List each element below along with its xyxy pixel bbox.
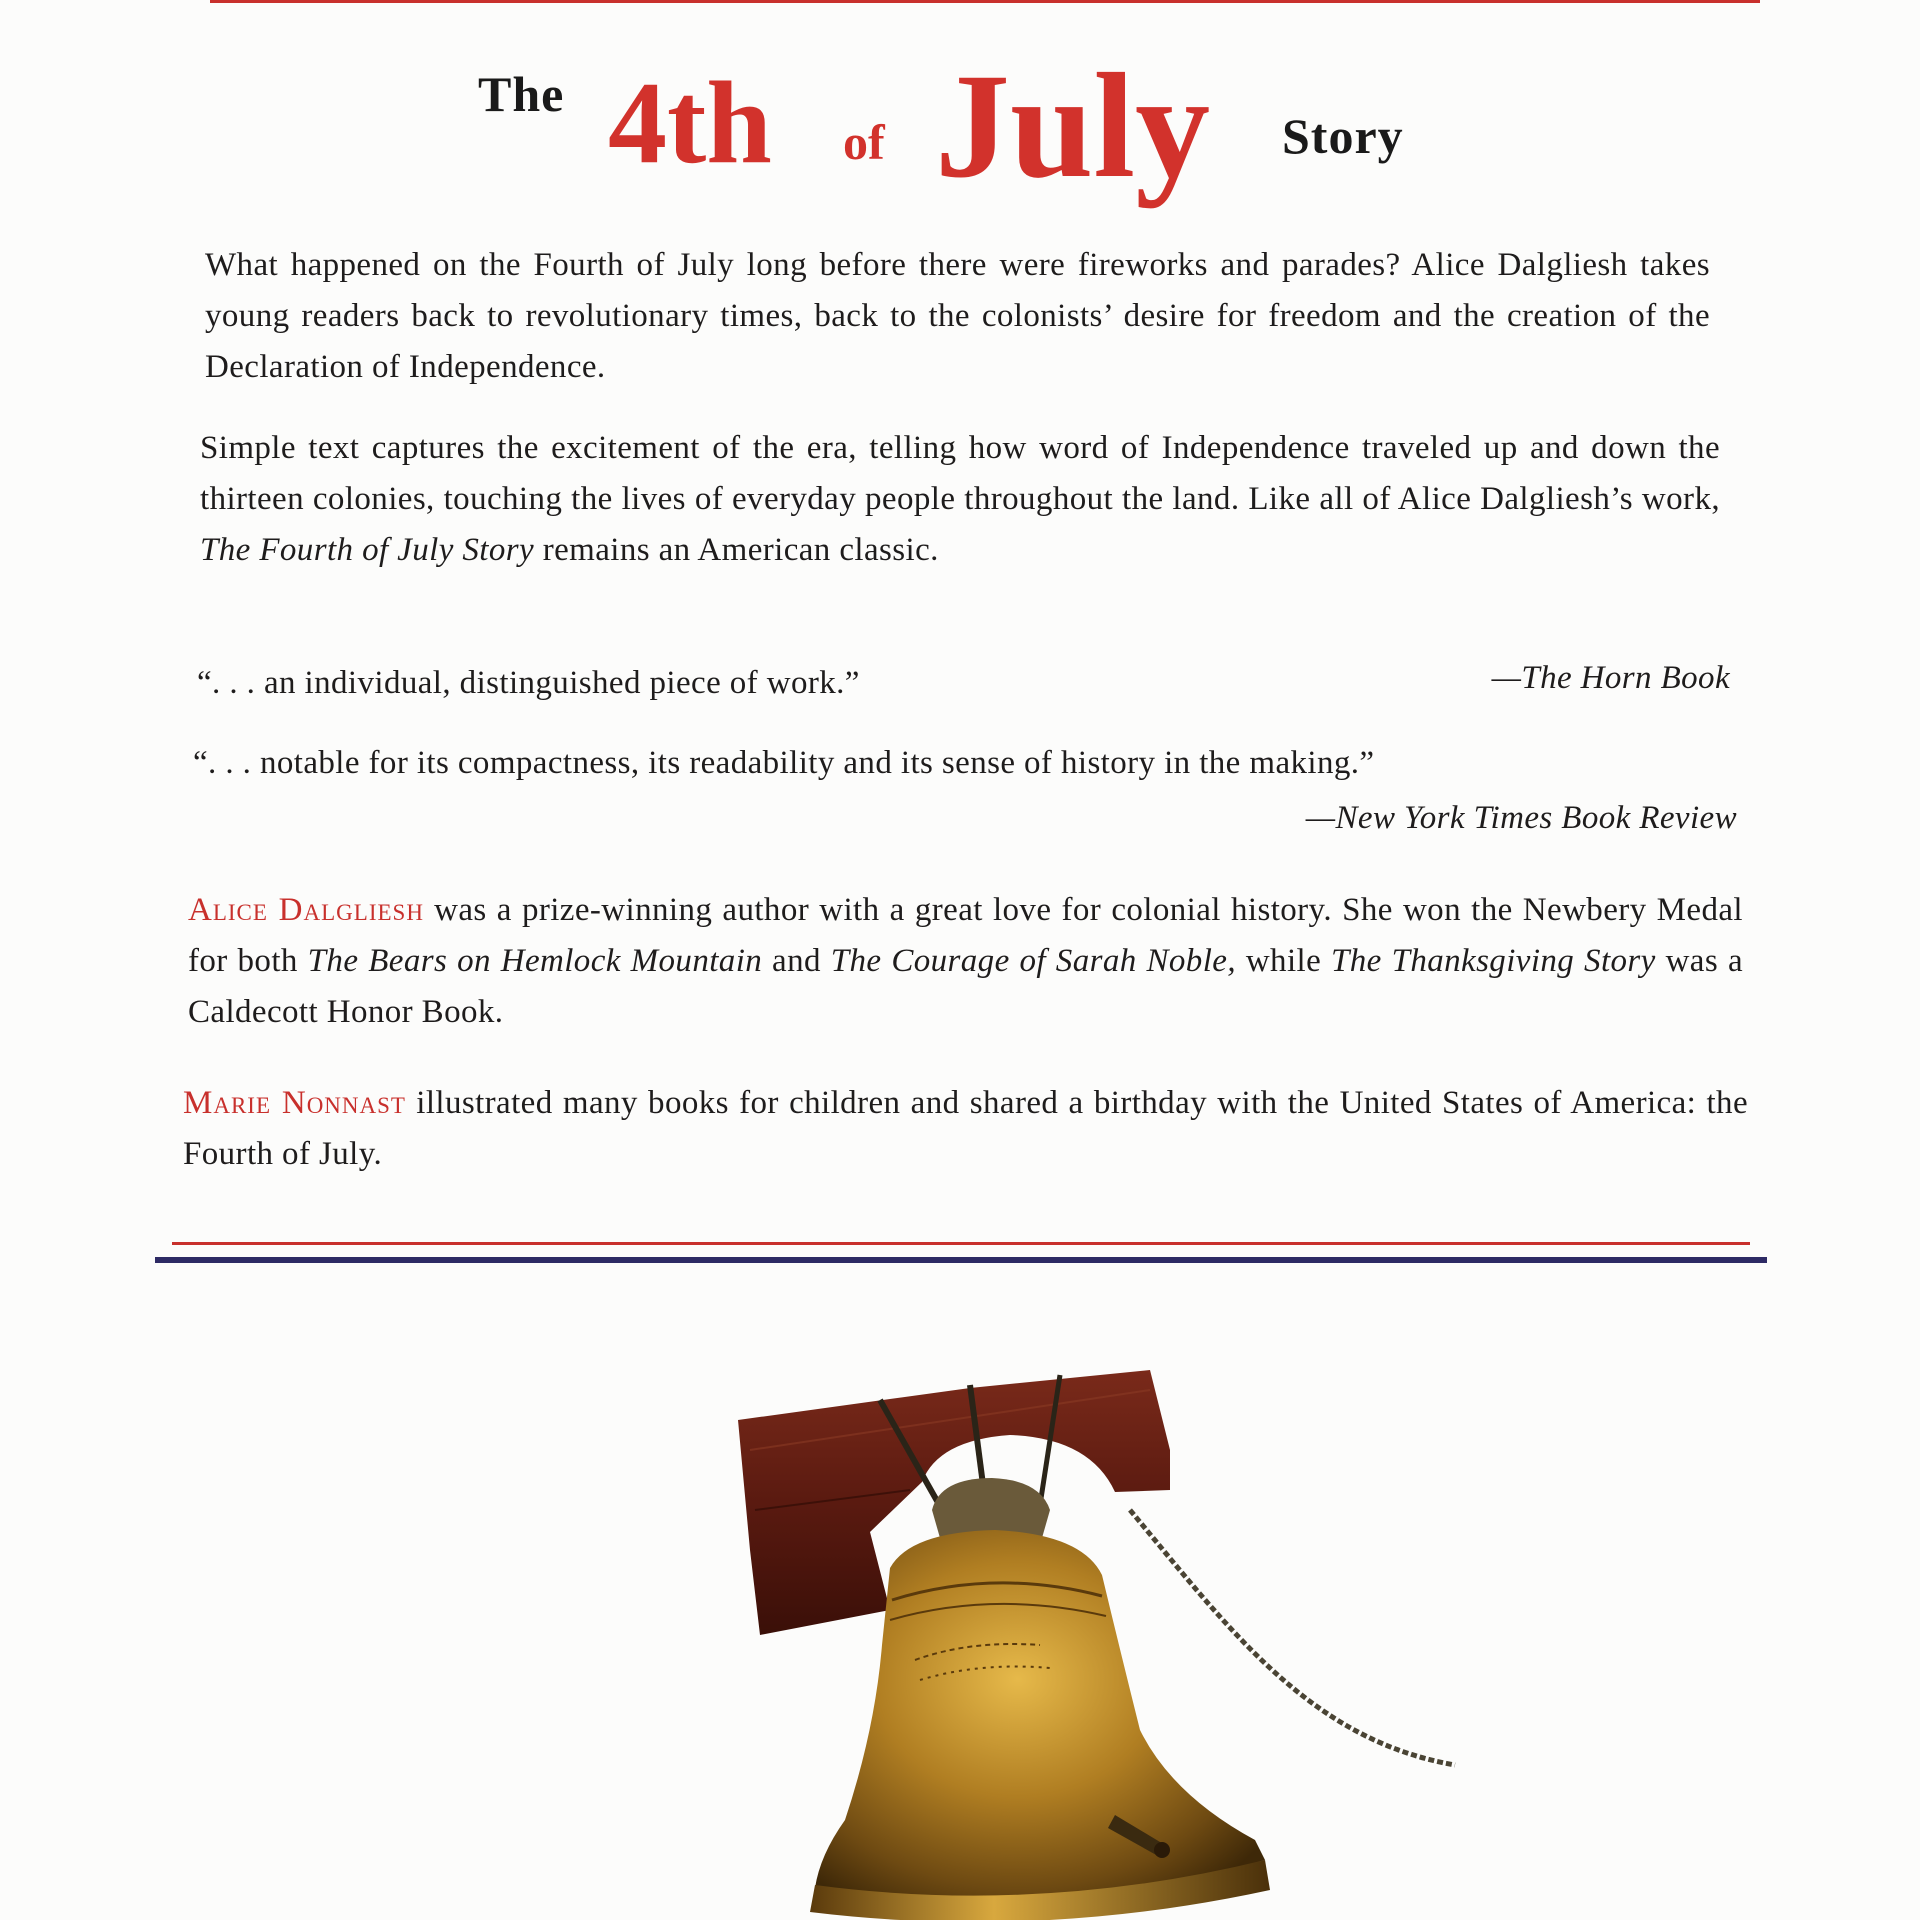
illustrator-bio-text: illustrated many books for children and shared a birthday with the United States of America: the Fourth of July. — [183, 1085, 1748, 1172]
paragraph-2-text-end: remains an American classic. — [542, 532, 939, 568]
divider-red-rule — [172, 1242, 1750, 1245]
author-book: The Thanksgiving Story — [1331, 943, 1656, 979]
review-source: —New York Times Book Review — [1305, 800, 1737, 836]
author-bio-text: while — [1245, 943, 1322, 979]
review-quote: “. . . an individual, distinguished piece of work.” — [197, 665, 860, 701]
title-the: The — [478, 66, 565, 122]
author-bio — [188, 885, 1743, 1038]
illustrator-name: Marie Nonnast — [183, 1085, 406, 1121]
author-book: The Bears on Hemlock Mountain — [307, 943, 763, 979]
top-rule — [210, 0, 1760, 3]
paragraph-2-book-title: The Fourth of July Story — [200, 532, 535, 568]
author-name: Alice Dalgliesh — [188, 892, 424, 928]
title-4th: 4th — [608, 57, 772, 188]
liberty-bell-illustration — [710, 1300, 1490, 1920]
description-paragraph-1: What happened on the Fourth of July long before there were fireworks and parades? Alice Dalgliesh takes young readers back to revolutionary times, back to the colonists’ desire for freedom and the creation of the Declaration of Independence. — [205, 247, 1710, 385]
review-quote: “. . . notable for its compactness, its readability and its sense of history in the making.” — [193, 745, 1375, 781]
book-title — [0, 25, 1920, 209]
paragraph-2-text: Simple text captures the excitement of the era, telling how word of Independence traveled up and down the thirteen colonies, touching the lives of everyday people throughout the land. Like all of Alice Dalgliesh’s work, — [200, 430, 1720, 517]
author-bio-text: was a Caldecott Honor Book. — [188, 943, 1743, 1030]
title-july: July — [935, 43, 1211, 209]
author-bio-text: was a prize-winning author with a great love for colonial history. She won the Newbery Medal for both — [188, 892, 1743, 979]
author-bio-text: and — [772, 943, 821, 979]
title-story: Story — [1282, 108, 1404, 164]
divider-blue-rule — [155, 1257, 1767, 1263]
illustrator-bio — [183, 1078, 1748, 1180]
author-book: The Courage of Sarah Noble, — [830, 943, 1236, 979]
description-paragraph-2 — [200, 423, 1720, 576]
title-of: of — [843, 114, 885, 170]
review-source: —The Horn Book — [1491, 660, 1730, 696]
